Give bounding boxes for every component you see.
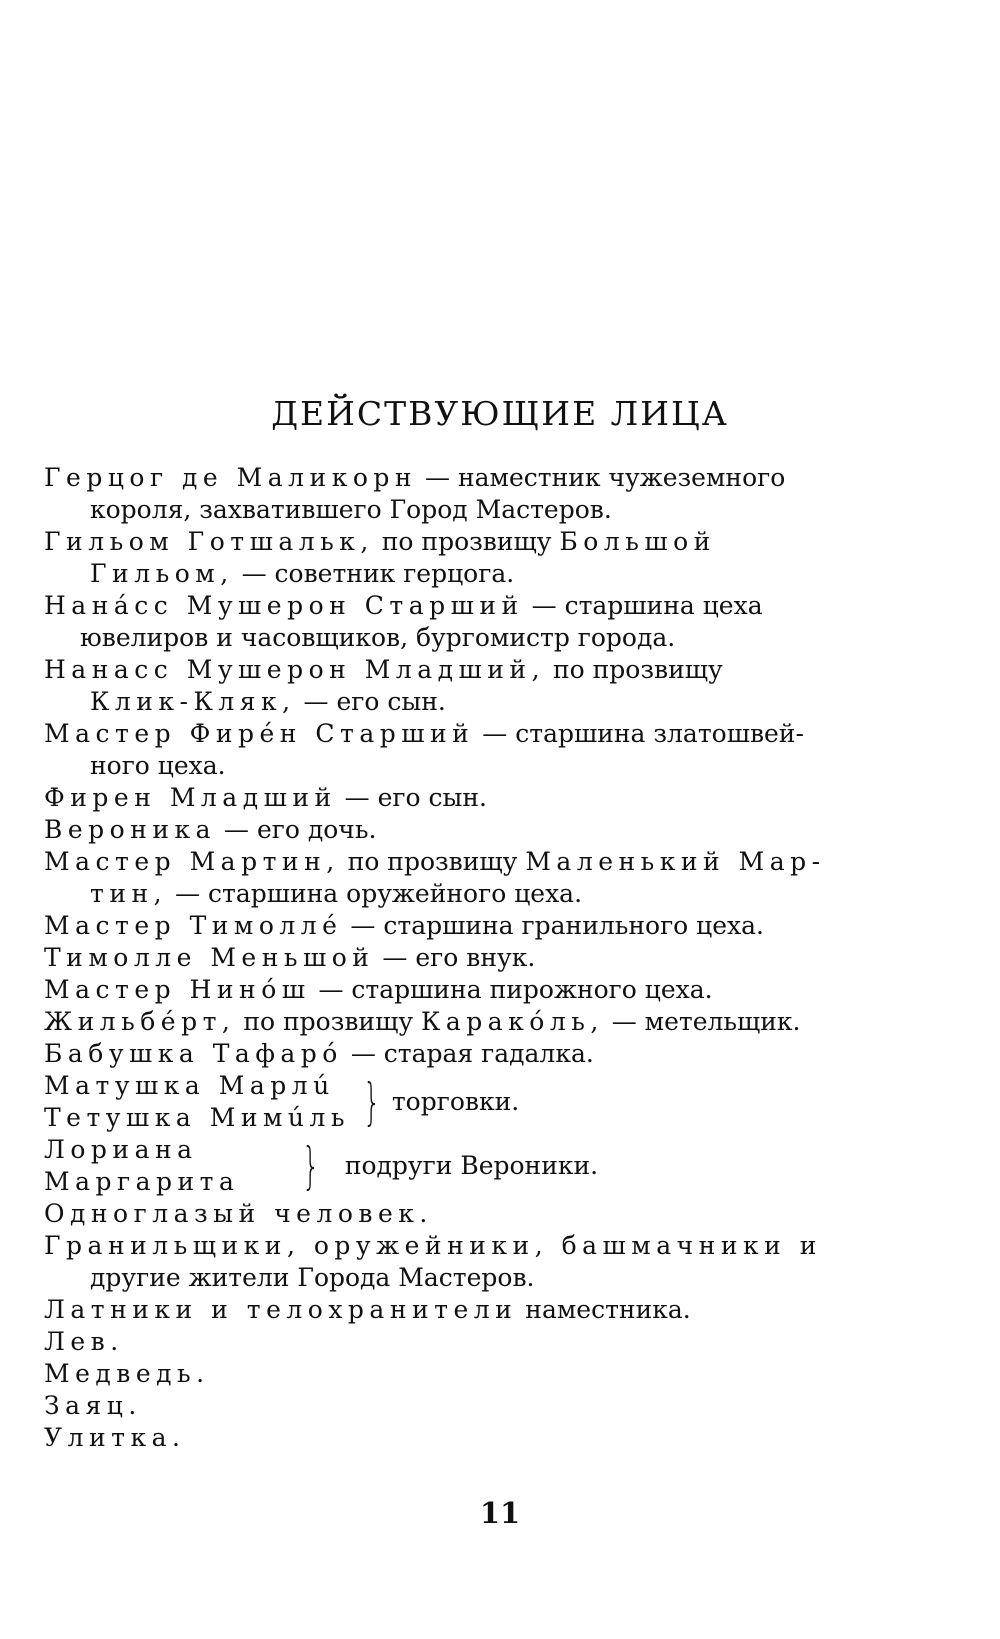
character-description-continued: другие жители Города Мастеров. <box>90 1263 535 1292</box>
character-nickname-continued: Гильом, <box>90 559 234 588</box>
character-name: Мастер Фирéн Старший <box>44 719 475 748</box>
character-nickname-continued: тин, <box>90 879 168 908</box>
character-name: Тимолле Меньшой <box>44 943 375 972</box>
character-nickname: Каракóль, <box>420 1007 604 1036</box>
character-description-continued: — советник герцога. <box>233 559 515 588</box>
cast-entry <box>44 1358 944 1390</box>
cast-entry <box>44 1390 944 1422</box>
cast-list <box>44 462 944 1454</box>
character-name: Вероника <box>44 815 217 844</box>
cast-entry <box>44 718 944 782</box>
cast-entry <box>44 1038 944 1070</box>
cast-entry <box>44 654 944 718</box>
character-name: Гранильщики, оружейники, башмачники и <box>44 1231 822 1260</box>
page-number: 11 <box>479 1496 521 1530</box>
cast-entry <box>44 1326 944 1358</box>
character-name: Тетушка Мимúль <box>44 1103 351 1132</box>
character-description: — старшина гранильного цеха. <box>342 911 764 940</box>
character-name: Заяц. <box>44 1391 142 1420</box>
cast-entry <box>44 782 944 814</box>
page-title: ДЕЙСТВУЮЩИЕ ЛИЦА <box>271 394 729 433</box>
cast-entry <box>44 1230 944 1294</box>
cast-entry <box>44 846 944 910</box>
character-description: по прозвищу <box>339 847 526 876</box>
character-description: по прозвищу <box>373 527 560 556</box>
group-description: торговки. <box>391 1087 520 1116</box>
cast-entry <box>44 910 944 942</box>
group-description: подруги Вероники. <box>344 1151 599 1180</box>
cast-entry <box>44 974 944 1006</box>
character-nickname: Маленький Мар- <box>525 847 826 876</box>
cast-entry <box>44 1422 944 1454</box>
character-description-continued: ювелиров и часовщиков, бургомистр города. <box>80 623 676 652</box>
cast-entry <box>44 814 944 846</box>
cast-group <box>44 1070 944 1134</box>
cast-entry <box>44 942 944 974</box>
character-name: Бабушка Тафарó <box>44 1039 343 1068</box>
character-name: Лориана <box>44 1135 198 1164</box>
character-description: — старшина златошвей- <box>474 719 804 748</box>
character-nickname: Большой <box>559 527 716 556</box>
brace-icon: } <box>302 1137 320 1195</box>
cast-entry <box>44 462 944 526</box>
character-description: наместника. <box>517 1295 691 1324</box>
character-name: Улитка. <box>44 1423 186 1452</box>
character-description: по прозвищу <box>235 1007 421 1036</box>
character-name: Медведь. <box>44 1359 210 1388</box>
cast-entry <box>44 590 944 654</box>
character-description: — его дочь. <box>216 815 377 844</box>
character-description-continued: короля, захватившего Город Мастеров. <box>90 495 612 524</box>
brace-icon: } <box>363 1073 381 1131</box>
character-name: Латники и телохранители <box>44 1295 518 1324</box>
character-description: — старая гадалка. <box>342 1039 594 1068</box>
character-description-continued: — его сын. <box>295 687 446 716</box>
cast-entry <box>44 1294 944 1326</box>
character-description: — старшина цеха <box>523 591 763 620</box>
character-name: Матушка Марлú <box>44 1071 335 1100</box>
character-name: Одноглазый человек. <box>44 1199 433 1228</box>
character-name: Нана́сс Мушерон Старший <box>44 591 524 620</box>
character-description-continued: ного цеха. <box>90 751 226 780</box>
character-name: Маргарита <box>44 1167 240 1196</box>
cast-group <box>44 1134 944 1198</box>
cast-entry <box>44 526 944 590</box>
character-name: Мастер Нинóш <box>44 975 311 1004</box>
cast-entry <box>44 1006 944 1038</box>
character-name: Мастер Тимоллé <box>44 911 343 940</box>
character-description: по прозвищу <box>545 655 723 684</box>
character-description: — его сын. <box>336 783 487 812</box>
character-name: Фирен Младший <box>44 783 337 812</box>
character-description-continued: — старшина оружейного цеха. <box>167 879 583 908</box>
character-name: Герцог де Маликорн <box>44 463 418 492</box>
character-description: — его внук. <box>374 943 536 972</box>
character-name: Жильбéрт, <box>44 1007 236 1036</box>
character-description: — метельщик. <box>603 1007 801 1036</box>
character-name: Мастер Мартин, <box>44 847 340 876</box>
character-name: Лев. <box>44 1327 124 1356</box>
character-name: Гильом Готшальк, <box>44 527 374 556</box>
character-name: Нанасс Мушерон Младший, <box>44 655 546 684</box>
cast-entry <box>44 1198 944 1230</box>
character-description: — старшина пирожного цеха. <box>310 975 713 1004</box>
character-nickname-continued: Клик-Кляк, <box>90 687 296 716</box>
character-description: — наместник чужеземного <box>417 463 786 492</box>
